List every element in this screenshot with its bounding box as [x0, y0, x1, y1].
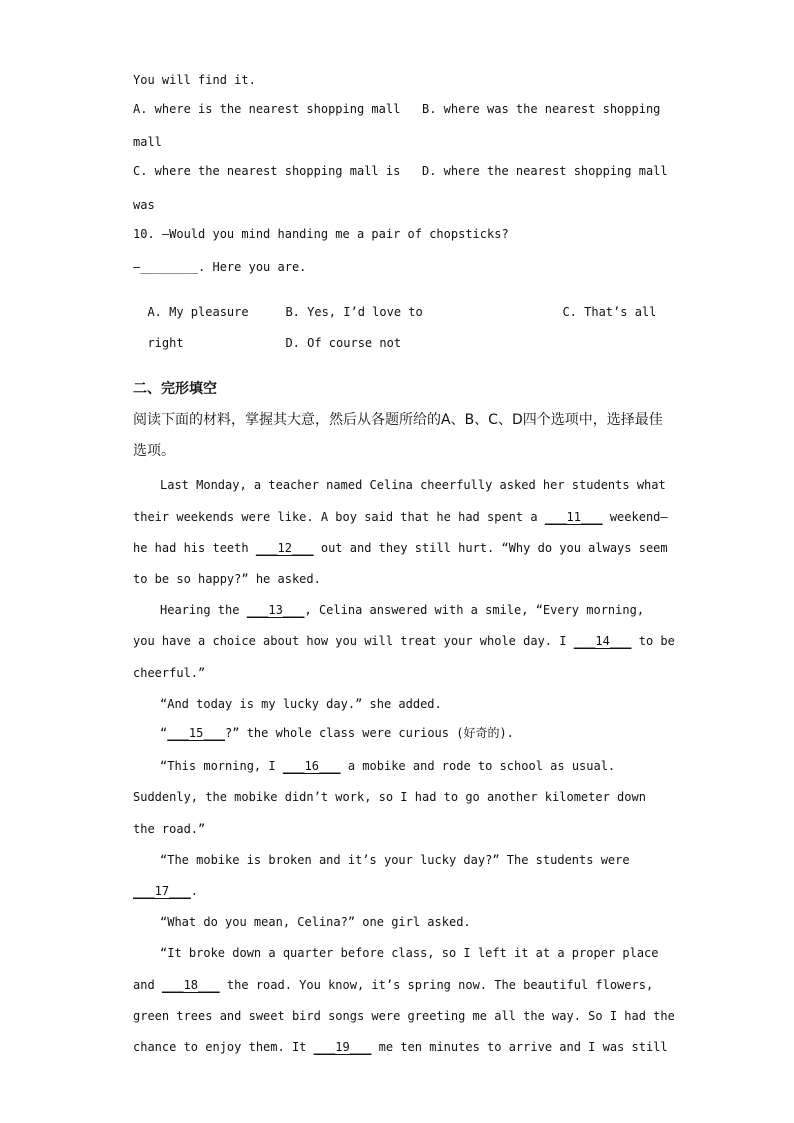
q10-option-c: C. That’s all — [562, 305, 657, 319]
blank-16: ___16___ — [282, 759, 341, 773]
passage-line: ___17___. — [133, 884, 199, 898]
q10-answer-line: —________. Here you are. — [133, 260, 307, 274]
passage-line: Hearing the ___13___, Celina answered with a smile, “Every morning, — [160, 603, 645, 617]
q10-stem: 10. —Would you mind handing me a pair of chopsticks? — [133, 227, 509, 241]
passage-line: “___15___?” the whole class were curious (好奇的). — [160, 726, 514, 740]
passage-line: green trees and sweet bird songs were greeting me all the way. So I had the — [133, 1009, 675, 1023]
q10-option-c-cont: right — [147, 336, 184, 350]
passage-line: “What do you mean, Celina?” one girl asked. — [160, 915, 471, 929]
passage-line: “It broke down a quarter before class, so I left it at a proper place — [160, 946, 659, 960]
q9-options-cd-cont: was — [133, 198, 155, 212]
blank-19: ___19___ — [313, 1040, 372, 1054]
passage-line: their weekends were like. A boy said that he had spent a ___11___ weekend— — [133, 510, 668, 524]
q10-option-d: D. Of course not — [285, 336, 402, 350]
blank-12: ___12___ — [255, 541, 314, 555]
q10-option-a: A. My pleasure — [147, 305, 249, 319]
passage-line: you have a choice about how you will treat your whole day. I ___14___ to be — [133, 634, 675, 648]
passage-line: “And today is my lucky day.” she added. — [160, 697, 442, 711]
q10-option-b: B. Yes, I’d love to — [285, 305, 423, 319]
section-title: 二、完形填空 — [133, 381, 217, 397]
blank-13: ___13___ — [246, 603, 305, 617]
passage-line: the road.” — [133, 822, 206, 836]
q10-options-row2 — [133, 319, 401, 351]
blank-15: ___15___ — [167, 726, 226, 740]
section-instruction-cont: 选项。 — [133, 443, 175, 459]
passage-line: and ___18___ the road. You know, it’s spring now. The beautiful flowers, — [133, 978, 654, 992]
q10-options-row1 — [133, 288, 656, 320]
passage-line: Last Monday, a teacher named Celina cheerfully asked her students what — [160, 478, 666, 492]
passage-line: he had his teeth ___12___ out and they still hurt. “Why do you always seem — [133, 541, 668, 555]
blank-17: ___17___ — [133, 884, 191, 898]
blank-18: ___18___ — [161, 978, 220, 992]
q9-tail: You will find it. — [133, 73, 256, 87]
passage-line: “This morning, I ___16___ a mobike and rode to school as usual. — [160, 759, 616, 773]
section-instruction: 阅读下面的材料，掌握其大意，然后从各题所给的A、B、C、D四个选项中，选择最佳 — [133, 412, 663, 428]
passage-line: to be so happy?” he asked. — [133, 572, 321, 586]
q9-options-ab-cont: mall — [133, 135, 162, 149]
passage-line: “The mobike is broken and it’s your lucky day?” The students were — [160, 853, 630, 867]
blank-14: ___14___ — [573, 634, 632, 648]
blank-11: ___11___ — [544, 510, 603, 524]
passage-line: cheerful.” — [133, 666, 206, 680]
q9-options-ab: A. where is the nearest shopping mall B. where was the nearest shopping — [133, 102, 661, 116]
q9-options-cd: C. where the nearest shopping mall is D. where the nearest shopping mall — [133, 164, 668, 178]
passage-line: Suddenly, the mobike didn’t work, so I had to go another kilometer down — [133, 790, 646, 804]
passage-line: chance to enjoy them. It ___19___ me ten minutes to arrive and I was still — [133, 1040, 668, 1054]
